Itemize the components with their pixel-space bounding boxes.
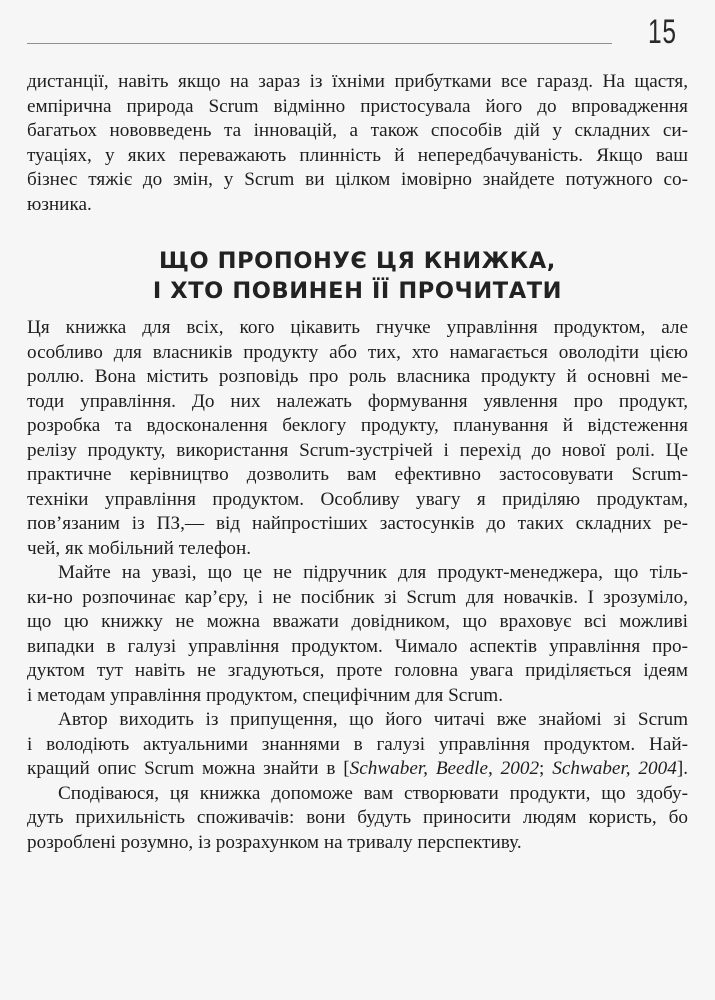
paragraph-closing [27, 782, 688, 856]
text-line: Майте на увазі, що це не підручник для продукт-менеджера, що тіль- [58, 562, 688, 583]
citation-schwaber-2004: Schwaber, 2004 [552, 758, 677, 779]
page-content [27, 70, 688, 855]
text-line: багатьох нововведень та інновацій, а також способів дій у складних си- [27, 120, 688, 141]
paragraph-scope [27, 561, 688, 708]
header-rule [27, 43, 612, 44]
citation-schwaber-beedle-2002: Schwaber, Beedle, 2002 [349, 758, 540, 779]
citation-suffix: ]. [676, 758, 688, 779]
heading-line: І ХТО ПОВИНЕН ЇЇ ПРОЧИТАТИ [152, 278, 563, 304]
text-line: випадки в галузі управління продуктом. Чимало аспектів управління про- [27, 635, 688, 657]
text-line: Ця книжка для всіх, кого цікавить гнучке управління продуктом, але [27, 317, 688, 338]
text-line: емпірична природа Scrum відмінно пристосувала його до впровадження [27, 95, 688, 117]
text-line: туаціях, у яких переважають плинність й непередбачуваність. Якщо ваш [27, 144, 688, 166]
text-line: що цю книжку не можна вважати довідником, що враховує всі можливі [27, 611, 688, 632]
text-line: особливо для власників продукту або тих, хто намагається оволодіти цією [27, 341, 688, 363]
text-line: Автор виходить із припущення, що його читачі вже знайомі зі Scrum [58, 709, 688, 730]
citation-separator: ; [539, 758, 553, 779]
text-line: і володіють актуальними знаннями в галузі управління продуктом. Най- [27, 733, 688, 755]
citation-line [27, 757, 688, 782]
text-line: дистанції, навіть якщо на зараз із їхніми прибутками все гаразд. На щастя, [27, 71, 688, 92]
text-line: релізу продукту, використання Scrum-зустрічей і перехід до нової ролі. Це [27, 439, 688, 461]
page-number: 15 [648, 13, 677, 51]
section-heading [27, 246, 688, 306]
text-line: тоди управління. До них належать формування уявлення про продукт, [27, 390, 688, 412]
text-line: дуктом тут навіть не згадуються, проте головна увага приділяється ідеям [27, 660, 688, 681]
intro-paragraph [27, 70, 688, 217]
text-line: розроблені розумно, із розрахунком на тривалу перспективу. [27, 831, 522, 853]
text-line: Сподіваюся, ця книжка допоможе вам створювати продукти, що здобу- [58, 782, 688, 804]
text-line: практичне керівництво дозволить вам ефективно застосовувати Scrum- [27, 464, 688, 485]
text-line: чей, як мобільний телефон. [27, 537, 252, 559]
text-line: ки-но розпочинає кар’єру, і не посібник зі Scrum для новачків. І зрозуміло, [27, 586, 688, 608]
paragraph-audience [27, 316, 688, 561]
text-line: роллю. Вона містить розповідь про роль власника продукту й основні ме- [27, 366, 688, 387]
text-line: і методам управління продуктом, специфічним для Scrum. [27, 684, 504, 706]
paragraph-prerequisites [27, 708, 688, 782]
text-line: дуть прихильність споживачів: вони будуть приносити людям користь, бо [27, 807, 688, 828]
text-line: техніки управління продуктом. Особливу увагу я приділяю продуктам, [27, 488, 688, 510]
citation-prefix: кращий опис Scrum можна знайти в [ [27, 758, 350, 779]
text-line: бізнес тяжіє до змін, у Scrum ви цілком імовірно знайдете потужного со- [27, 169, 688, 190]
heading-line: ЩО ПРОПОНУЄ ЦЯ КНИЖКА, [159, 248, 556, 274]
text-line: юзника. [27, 193, 92, 215]
text-line: пов’язаним із ПЗ,— від найпростіших застосунків до таких складних ре- [27, 513, 688, 534]
text-line: розробка та вдосконалення беклогу продукту, планування й відстеження [27, 415, 688, 436]
